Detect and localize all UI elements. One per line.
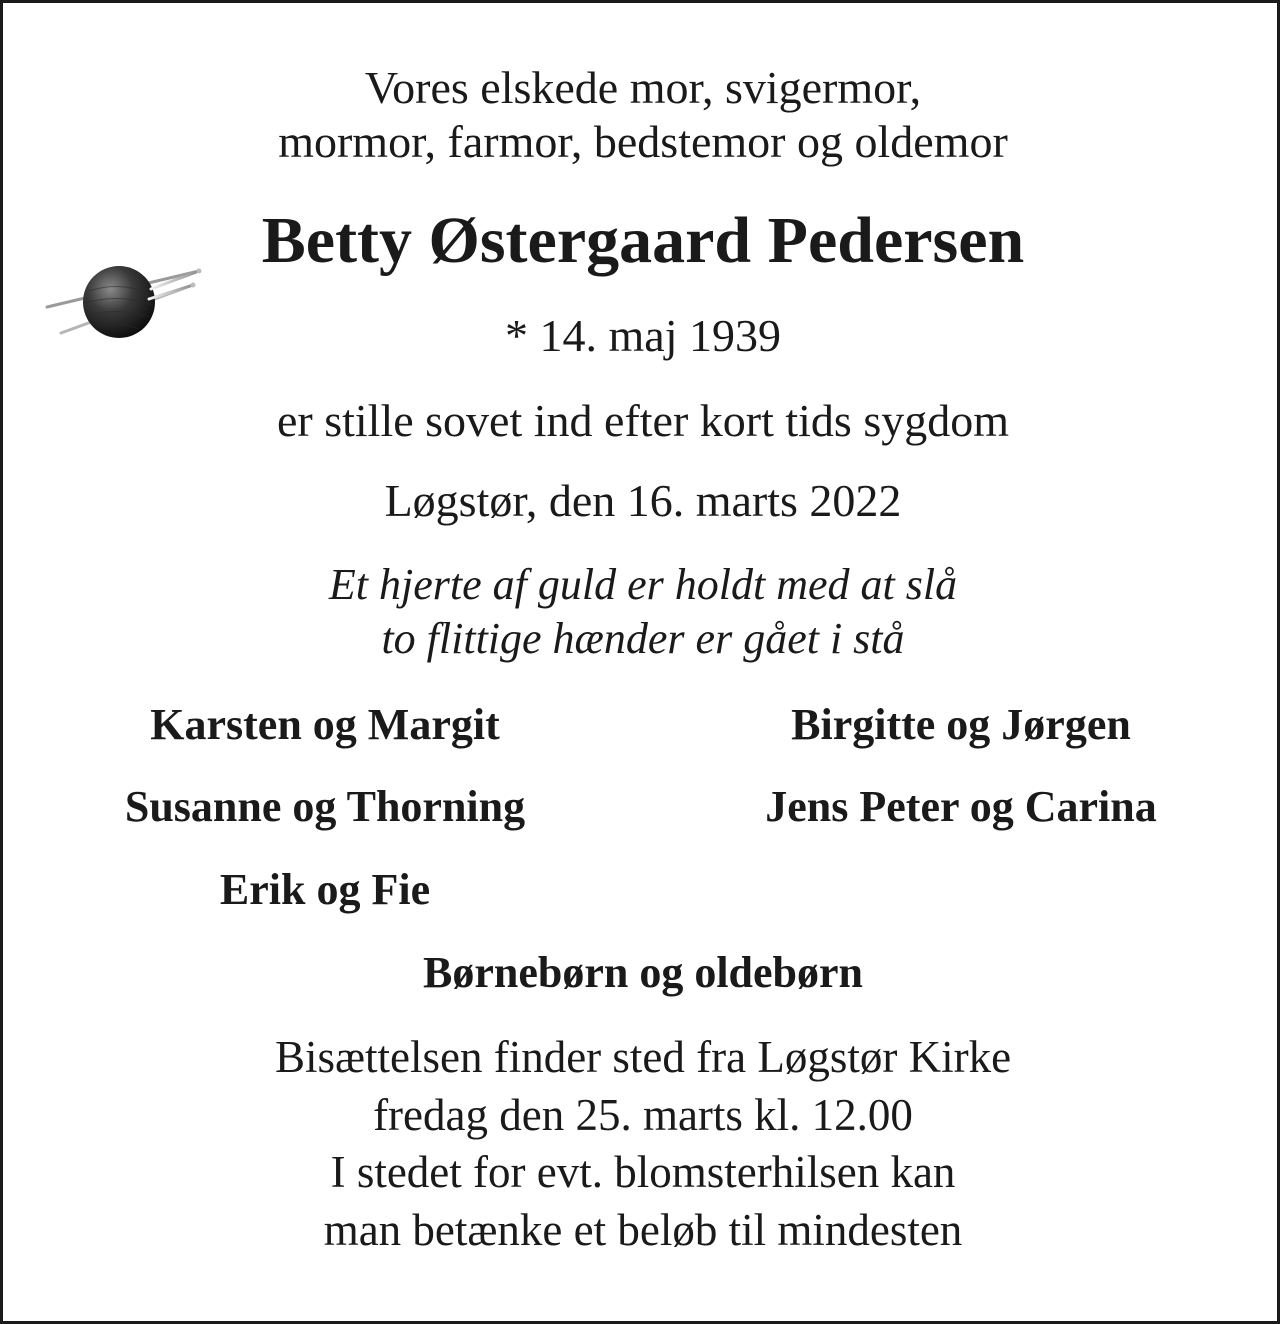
intro-text bbox=[3, 61, 1280, 169]
verse bbox=[3, 558, 1280, 666]
grandchildren-line: Børnebørn og oldebørn bbox=[422, 948, 864, 997]
funeral-line-1: Bisættelsen finder sted fra Løgstør Kirke bbox=[274, 1032, 1012, 1082]
family-name: Birgitte og Jørgen bbox=[791, 700, 1131, 749]
deceased-name: Betty Østergaard Pedersen bbox=[261, 204, 1025, 277]
funeral-line-3: I stedet for evt. blomsterhilsen kan bbox=[330, 1147, 956, 1197]
verse-line-2: to flittige hænder er gået i stå bbox=[381, 614, 905, 663]
birth-date: * 14. maj 1939 bbox=[505, 310, 781, 361]
funeral-line-2: fredag den 25. marts kl. 12.00 bbox=[373, 1089, 913, 1140]
funeral-details bbox=[3, 1029, 1280, 1259]
intro-line-2: mormor, farmor, bedstemor og oldemor bbox=[278, 116, 1008, 167]
family-name: Susanne og Thorning bbox=[124, 782, 526, 831]
family-name: Karsten og Margit bbox=[150, 700, 500, 749]
intro-line-1: Vores elskede mor, svigermor, bbox=[364, 62, 922, 113]
place-and-date: Løgstør, den 16. marts 2022 bbox=[384, 475, 902, 526]
passing-text: er stille sovet ind efter kort tids sygdom bbox=[276, 395, 1010, 446]
verse-line-1: Et hjerte af guld er holdt med at slå bbox=[328, 560, 958, 609]
family-name: Jens Peter og Carina bbox=[765, 782, 1157, 831]
funeral-line-4: man betænke et beløb til mindesten bbox=[323, 1204, 963, 1255]
family-name: Erik og Fie bbox=[219, 865, 431, 914]
